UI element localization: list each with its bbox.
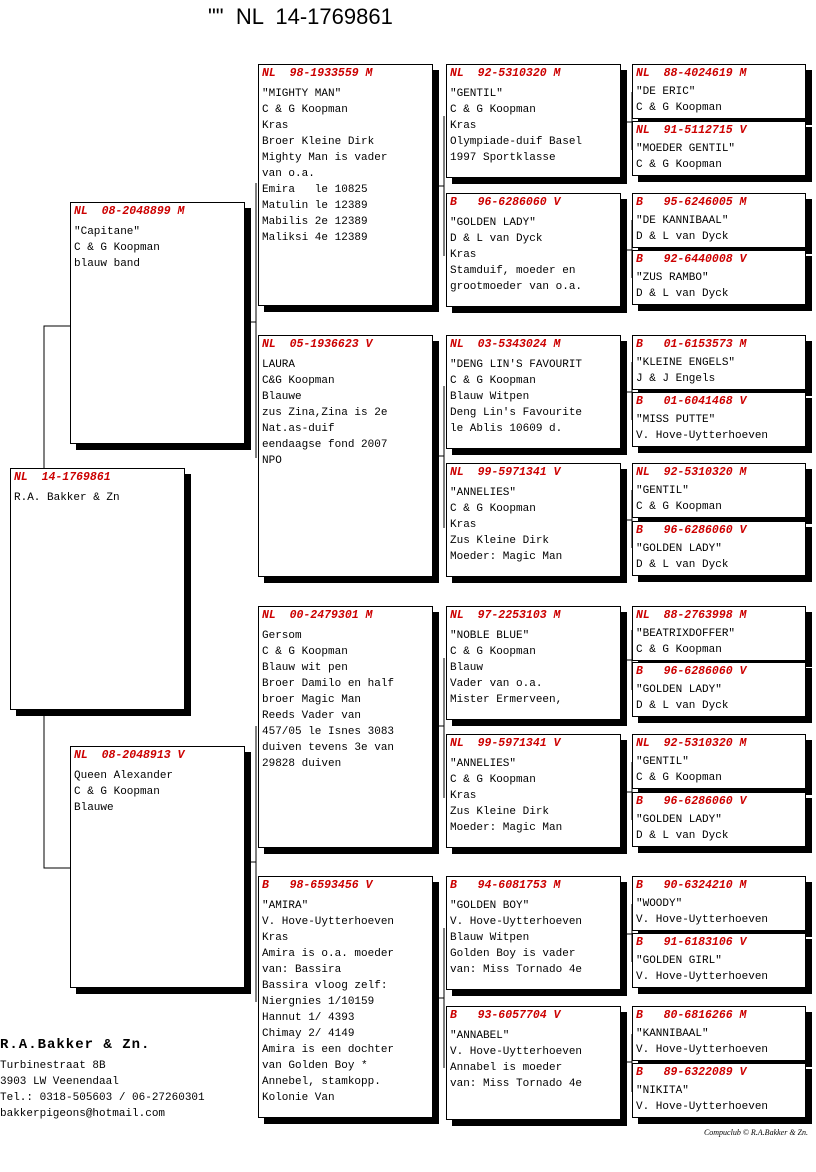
pigeon-card-g4-4: NL 99-5971341 V "ANNELIES" C & G Koopman Kras Zus Kleine Dirk Moeder: Magic Man [446,463,621,577]
pigeon-card-g5-4: B 92-6440008 V "ZUS RAMBO" D & L van Dyck [632,250,806,305]
pigeon-card-g4-5: NL 97-2253103 M "NOBLE BLUE" C & G Koopman Blauw Vader van o.a. Mister Ermerveen, [446,606,621,720]
pigeon-card-g5-8: B 96-6286060 V "GOLDEN LADY" D & L van Dyck [632,521,806,576]
pigeon-card-g5-12: B 96-6286060 V "GOLDEN LADY" D & L van Dyck [632,792,806,847]
breeder-phone: Tel.: 0318-505603 / 06-27260301 [0,1092,205,1104]
pigeon-card-g5-15: B 80-6816266 M "KANNIBAAL" V. Hove-Uytterhoeven [632,1006,806,1061]
pigeon-card-g5-7: NL 92-5310320 M "GENTIL" C & G Koopman [632,463,806,518]
pigeon-card-g4-3: NL 03-5343024 M "DENG LIN'S FAVOURIT C & G Koopman Blauw Witpen Deng Lin's Favourite le Ablis 10609 d. [446,335,621,449]
pigeon-card-dam-sire: NL 00-2479301 M Gersom C & G Koopman Blauw wit pen Broer Damilo en half broer Magic Man Reeds Vader van 457/05 le Isnes 3083 duiven tevens 3e van 29828 duiven [258,606,433,848]
pigeon-card-g5-16: B 89-6322089 V "NIKITA" V. Hove-Uytterhoeven [632,1063,806,1118]
pigeon-card-dam-dam: B 98-6593456 V "AMIRA" V. Hove-Uytterhoeven Kras Amira is o.a. moeder van: Bassira Bassira vloog zelf: Niergnies 1/10159 Hannut 1/ 4393 Chimay 2/ 4149 Amira is een dochter van Golden Boy * Annebel, stamkopp. Kolonie Van [258,876,433,1118]
software-credit: Compuclub © R.A.Bakker & Zn. [703,1128,808,1137]
pigeon-card-g5-13: B 90-6324210 M "WOODY" V. Hove-Uytterhoeven [632,876,806,931]
pigeon-card-g4-6: NL 99-5971341 V "ANNELIES" C & G Koopman Kras Zus Kleine Dirk Moeder: Magic Man [446,734,621,848]
pigeon-card-subject: NL 14-1769861 R.A. Bakker & Zn [10,468,185,710]
pigeon-card-g5-3: B 95-6246005 M "DE KANNIBAAL" D & L van Dyck [632,193,806,248]
pigeon-card-g5-6: B 01-6041468 V "MISS PUTTE" V. Hove-Uytterhoeven [632,392,806,447]
pigeon-card-sire: NL 08-2048899 M "Capitane" C & G Koopman blauw band [70,202,245,444]
pigeon-card-g4-7: B 94-6081753 M "GOLDEN BOY" V. Hove-Uytterhoeven Blauw Witpen Golden Boy is vader van: Miss Tornado 4e [446,876,621,990]
pigeon-card-dam: NL 08-2048913 V Queen Alexander C & G Koopman Blauwe [70,746,245,988]
pigeon-card-g5-1: NL 88-4024619 M "DE ERIC" C & G Koopman [632,64,806,119]
pigeon-card-g5-11: NL 92-5310320 M "GENTIL" C & G Koopman [632,734,806,789]
pigeon-card-g4-2: B 96-6286060 V "GOLDEN LADY" D & L van Dyck Kras Stamduif, moeder en grootmoeder van o.a. [446,193,621,307]
breeder-street: Turbinestraat 8B [0,1060,106,1072]
pigeon-card-sire-dam: NL 05-1936623 V LAURA C&G Koopman Blauwe zus Zina,Zina is 2e Nat.as-duif eendaagse fond 2007 NPO [258,335,433,577]
pigeon-card-g5-2: NL 91-5112715 V "MOEDER GENTIL" C & G Koopman [632,121,806,176]
pigeon-card-g5-5: B 01-6153573 M "KLEINE ENGELS" J & J Engels [632,335,806,390]
pigeon-card-g4-8: B 93-6057704 V "ANNABEL" V. Hove-Uytterhoeven Annabel is moeder van: Miss Tornado 4e [446,1006,621,1120]
breeder-address [0,1036,205,1122]
pigeon-card-g5-9: NL 88-2763998 M "BEATRIXDOFFER" C & G Koopman [632,606,806,661]
breeder-name: R.A.Bakker & Zn. [0,1037,151,1053]
pigeon-card-g4-1: NL 92-5310320 M "GENTIL" C & G Koopman Kras Olympiade-duif Basel 1997 Sportklasse [446,64,621,178]
breeder-city: 3903 LW Veenendaal [0,1076,119,1088]
breeder-email[interactable]: bakkerpigeons@hotmail.com [0,1108,166,1120]
pedigree-title: "" NL 14-1769861 [208,4,393,29]
pigeon-card-g5-10: B 96-6286060 V "GOLDEN LADY" D & L van Dyck [632,662,806,717]
pigeon-card-sire-sire: NL 98-1933559 M "MIGHTY MAN" C & G Koopman Kras Broer Kleine Dirk Mighty Man is vader van o.a. Emira le 10825 Matulin le 12389 Mabilis 2e 12389 Maliksi 4e 12389 [258,64,433,306]
pigeon-card-g5-14: B 91-6183106 V "GOLDEN GIRL" V. Hove-Uytterhoeven [632,933,806,988]
